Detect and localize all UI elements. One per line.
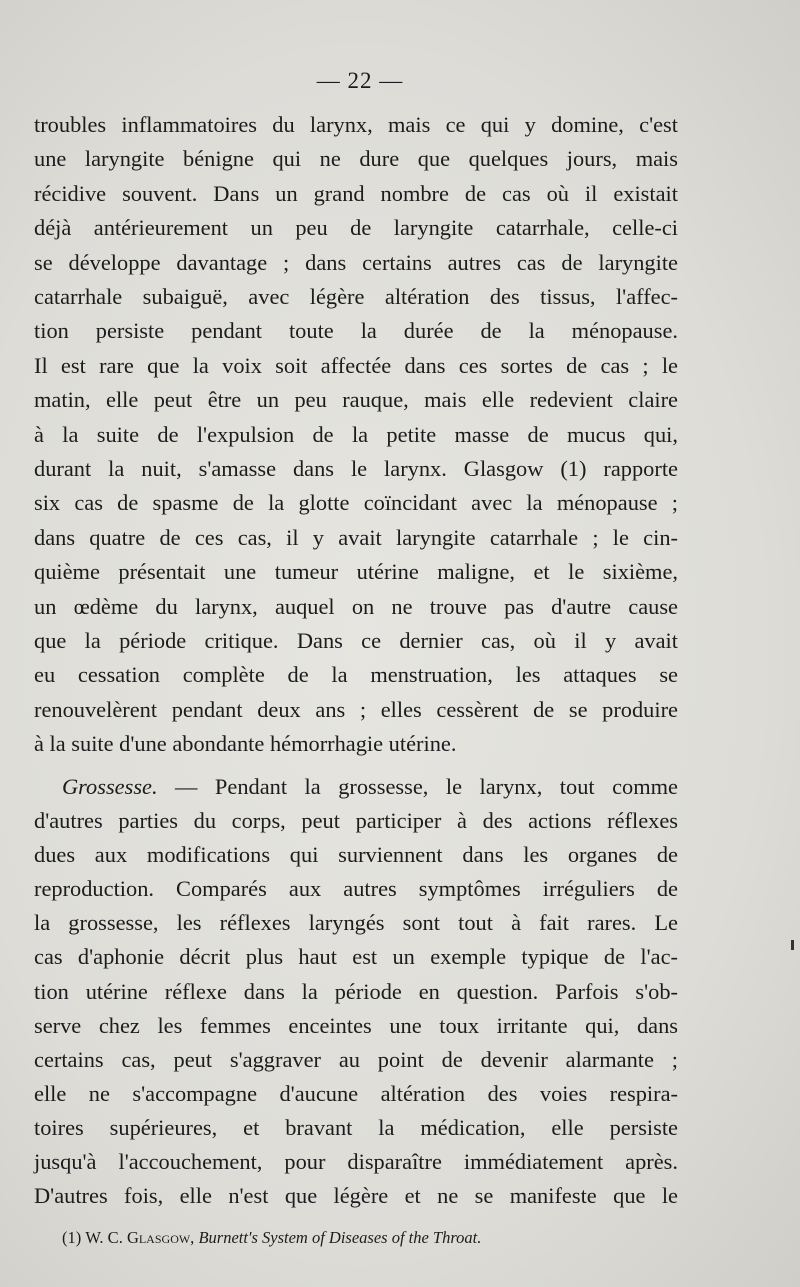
text-line: cas d'aphonie décrit plus haut est un exemple typique de l'ac- <box>34 944 678 970</box>
text-line: troubles inflammatoires du larynx, mais ce qui y domine, c'est <box>34 112 678 137</box>
text-line: reproduction. Comparés aux autres symptômes irréguliers de <box>34 876 678 902</box>
footnote-marker: (1) <box>62 1228 82 1247</box>
section-lead-rest: — Pendant la grossesse, le larynx, tout comme <box>157 774 678 799</box>
text-line: Il est rare que la voix soit affectée dans ces sortes de cas ; le <box>34 352 678 378</box>
footnote-author: W. C. Glasgow, <box>85 1228 195 1247</box>
text-line: que la période critique. Dans ce dernier cas, où il y avait <box>34 628 678 653</box>
paragraph-grossesse-first-line <box>62 770 678 804</box>
text-line: se développe davantage ; dans certains autres cas de laryngite <box>34 249 678 275</box>
text-line: toires supérieures, et bravant la médication, elle persiste <box>34 1114 678 1140</box>
text-line: tion persiste pendant toute la durée de la ménopause. <box>34 318 678 344</box>
text-line: six cas de spasme de la glotte coïncidant avec la ménopause ; <box>34 490 678 516</box>
text-line: à la suite de l'expulsion de la petite masse de mucus qui, <box>34 421 678 447</box>
text-line: dans quatre de ces cas, il y avait laryngite catarrhale ; le cin- <box>34 524 678 550</box>
text-line: durant la nuit, s'amasse dans le larynx. Glasgow (1) rapporte <box>34 456 678 481</box>
text-line: dues aux modifications qui surviennent dans les organes de <box>34 842 678 868</box>
text-line: une laryngite bénigne qui ne dure que quelques jours, mais <box>34 146 678 172</box>
margin-mark <box>791 940 794 950</box>
footnote <box>62 1225 481 1251</box>
text-line: quième présentait une tumeur utérine maligne, et le sixième, <box>34 559 678 585</box>
text-line: un œdème du larynx, auquel on ne trouve pas d'autre cause <box>34 593 678 619</box>
text-line: tion utérine réflexe dans la période en question. Parfois s'ob- <box>34 978 678 1004</box>
text-line: d'autres parties du corps, peut participer à des actions réflexes <box>34 808 678 833</box>
text-line: eu cessation complète de la menstruation, les attaques se <box>34 662 678 688</box>
text-line: certains cas, peut s'aggraver au point de devenir alarmante ; <box>34 1046 678 1072</box>
text-line: elle ne s'accompagne d'aucune altération des voies respira- <box>34 1080 678 1106</box>
text-line: renouvelèrent pendant deux ans ; elles cessèrent de se produire <box>34 696 678 722</box>
text-line: à la suite d'une abondante hémorrhagie utérine. <box>34 731 457 757</box>
section-lead-grossesse: Grossesse. <box>62 774 158 799</box>
text-line: la grossesse, les réflexes laryngés sont tout à fait rares. Le <box>34 910 678 936</box>
text-line: récidive souvent. Dans un grand nombre de cas où il existait <box>34 180 678 206</box>
text-line: jusqu'à l'accouchement, pour disparaître immédiatement après. <box>34 1149 678 1174</box>
text-line: catarrhale subaiguë, avec légère altération des tissus, l'affec- <box>34 284 678 309</box>
text-line: serve chez les femmes enceintes une toux irritante qui, dans <box>34 1012 678 1038</box>
footnote-title: Burnett's System of Diseases of the Throat. <box>198 1228 482 1247</box>
page-number: — 22 — <box>316 68 404 93</box>
text-line: D'autres fois, elle n'est que légère et ne se manifeste que le <box>34 1183 678 1209</box>
text-line: matin, elle peut être un peu rauque, mais elle redevient claire <box>34 387 678 413</box>
text-line: déjà antérieurement un peu de laryngite catarrhale, celle-ci <box>34 215 678 241</box>
